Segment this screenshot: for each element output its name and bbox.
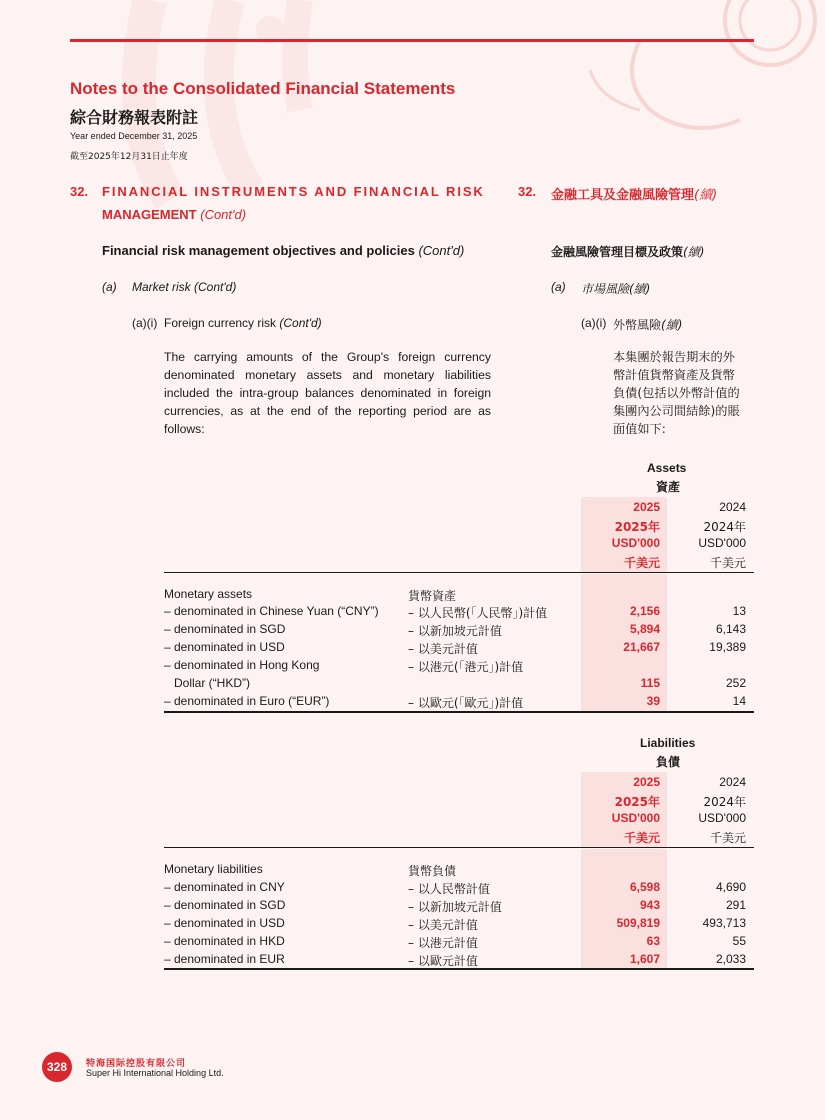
section-title-zh-text: 金融工具及金融風險管理 [551, 188, 695, 203]
company-name-zh: 特海国际控股有限公司 [86, 1059, 187, 1069]
row-label-zh: 貨幣資產 [408, 589, 457, 603]
row-label: – denominated in SGD [164, 898, 286, 912]
liabilities-col-2025-unit: USD'000 [611, 811, 660, 825]
assets-col-2024-unit: USD'000 [698, 536, 746, 550]
value-2025: 115 [640, 676, 660, 690]
row-label-zh: 貨幣負債 [408, 864, 457, 878]
assets-col-2025-year: 2025 [633, 500, 660, 514]
fx-risk-title-text: Foreign currency risk [164, 316, 277, 330]
assets-col-2024-year-zh: 2024年 [703, 520, 746, 534]
fx-risk-label-zh: (a)(i) [581, 316, 607, 330]
value-2024: 55 [732, 934, 746, 948]
row-label-zh: – 以新加坡元計值 [408, 900, 502, 914]
market-risk-title-zh: 市場風險(續) [581, 282, 651, 296]
assets-col-2025-unit-zh: 千美元 [623, 556, 660, 570]
page-number: 328 [42, 1052, 72, 1082]
value-2024: 2,033 [715, 952, 746, 966]
row-label: – denominated in EUR [164, 952, 285, 966]
value-2025: 39 [646, 694, 660, 708]
value-2025: 2,156 [629, 604, 660, 618]
row-label: Dollar (“HKD”) [164, 676, 250, 690]
market-risk-label: (a) [102, 280, 117, 294]
subsection-contd-zh: (續) [683, 245, 705, 259]
section-title-line1: FINANCIAL INSTRUMENTS AND FINANCIAL RISK [102, 184, 485, 199]
fx-risk-title-zh [613, 316, 682, 333]
company-name-en: Super Hi International Holding Ltd. [86, 1068, 224, 1078]
value-2025: 509,819 [616, 916, 660, 930]
liabilities-col-2024-year-zh: 2024年 [703, 795, 746, 809]
liabilities-col-2025-year-zh: 2025年 [614, 795, 660, 809]
row-label: – denominated in USD [164, 640, 285, 654]
row-label-zh: – 以歐元(「歐元」)計值 [408, 696, 524, 710]
row-label-zh: – 以港元計值 [408, 936, 478, 950]
fx-risk-contd-zh: (續) [661, 318, 683, 332]
assets-heading-zh: 資產 [656, 480, 681, 494]
row-label: – denominated in HKD [164, 934, 285, 948]
liabilities-col-2025-unit-zh: 千美元 [623, 831, 660, 845]
paragraph-zh-line: 負債(包括以外幣計值的 [613, 386, 740, 400]
row-label: Monetary assets [164, 587, 253, 601]
value-2024: 493,713 [702, 916, 746, 930]
liabilities-col-2024-unit: USD'000 [698, 811, 746, 825]
subsection-title-zh [551, 243, 704, 260]
fx-risk-title-zh-text: 外幣風險 [613, 318, 662, 332]
liabilities-header-rule [164, 847, 754, 848]
row-label-zh: – 以美元計值 [408, 642, 478, 656]
section-title-line2 [102, 207, 246, 222]
value-2025: 5,894 [629, 622, 660, 636]
paragraph-zh-line: 集團內公司間結餘)的賬 [613, 404, 740, 418]
value-2024: 14 [732, 694, 746, 708]
row-label: Monetary liabilities [164, 862, 263, 876]
value-2024: 13 [732, 604, 746, 618]
value-2024: 4,690 [715, 880, 746, 894]
row-label: – denominated in Chinese Yuan (“CNY”) [164, 604, 379, 618]
row-label: – denominated in CNY [164, 880, 285, 894]
paragraph-zh-line: 面值如下: [613, 422, 666, 436]
assets-col-2024-year: 2024 [719, 500, 746, 514]
row-label: – denominated in USD [164, 916, 285, 930]
assets-heading: Assets [647, 461, 687, 475]
subsection-contd: (Cont'd) [418, 243, 465, 258]
liabilities-col-2024-unit-zh: 千美元 [709, 831, 746, 845]
subsection-title [102, 243, 464, 258]
subsection-title-text: Financial risk management objectives and policies [102, 243, 415, 258]
section-contd: (Cont'd) [200, 207, 247, 222]
section-contd-zh: (續) [694, 188, 718, 203]
year-label-zh: 截至2025年12月31日止年度 [70, 152, 188, 162]
market-risk-title: Market risk (Cont'd) [132, 280, 237, 294]
header-rule [70, 39, 754, 42]
liabilities-col-2024-year: 2024 [719, 775, 746, 789]
fx-risk-contd: (Cont'd) [279, 316, 322, 330]
section-number-zh: 32. [518, 184, 537, 199]
liabilities-col-2025-year: 2025 [633, 775, 660, 789]
value-2025: 6,598 [629, 880, 660, 894]
market-risk-label-zh: (a) [551, 280, 566, 294]
page-title: Notes to the Consolidated Financial Statements [70, 79, 456, 98]
value-2024: 291 [725, 898, 746, 912]
year-label: Year ended December 31, 2025 [70, 131, 198, 141]
row-label-zh: – 以新加坡元計值 [408, 624, 502, 638]
row-label: – denominated in Euro (“EUR”) [164, 694, 330, 708]
value-2025: 63 [646, 934, 660, 948]
assets-col-2025-unit: USD'000 [611, 536, 660, 550]
row-label-zh: – 以美元計值 [408, 918, 478, 932]
section-number: 32. [70, 184, 89, 199]
row-label-zh: – 以歐元計值 [408, 954, 478, 968]
row-label: – denominated in SGD [164, 622, 286, 636]
fx-risk-label: (a)(i) [132, 316, 158, 330]
background-decoration-icon [0, 0, 825, 330]
row-label-zh: – 以港元(「港元」)計值 [408, 660, 524, 674]
assets-bottom-rule [164, 711, 754, 713]
paragraph-en: The carrying amounts of the Group's foreign currency denominated monetary assets and monetary liabilities included the intra-group balances denominated in foreign currencies, as at the end of the reporting period are as follows: [164, 350, 491, 436]
value-2024: 252 [725, 676, 746, 690]
page-title-zh: 綜合財務報表附註 [70, 108, 199, 127]
fx-risk-title [164, 316, 322, 330]
row-label-zh: – 以人民幣(「人民幣」)計值 [408, 606, 548, 620]
value-2025: 1,607 [629, 952, 660, 966]
liabilities-bottom-rule [164, 968, 754, 970]
row-label-zh: – 以人民幣計值 [408, 882, 490, 896]
value-2024: 6,143 [715, 622, 746, 636]
assets-col-2025-year-zh: 2025年 [614, 520, 660, 534]
paragraph-zh-line: 本集團於報告期末的外 [613, 350, 735, 364]
value-2024: 19,389 [709, 640, 746, 654]
section-title-zh [551, 184, 717, 203]
assets-col-2024-unit-zh: 千美元 [709, 556, 746, 570]
paragraph-zh-line: 幣計值貨幣資產及貨幣 [613, 368, 735, 382]
liabilities-heading: Liabilities [640, 736, 696, 750]
value-2025: 943 [639, 898, 660, 912]
paragraph-zh [613, 348, 758, 438]
assets-header-rule [164, 572, 754, 573]
subsection-title-zh-text: 金融風險管理目標及政策 [551, 245, 684, 259]
section-title-line2-text: MANAGEMENT [102, 207, 197, 222]
liabilities-heading-zh: 負債 [656, 755, 681, 769]
row-label: – denominated in Hong Kong [164, 658, 320, 672]
value-2025: 21,667 [623, 640, 660, 654]
